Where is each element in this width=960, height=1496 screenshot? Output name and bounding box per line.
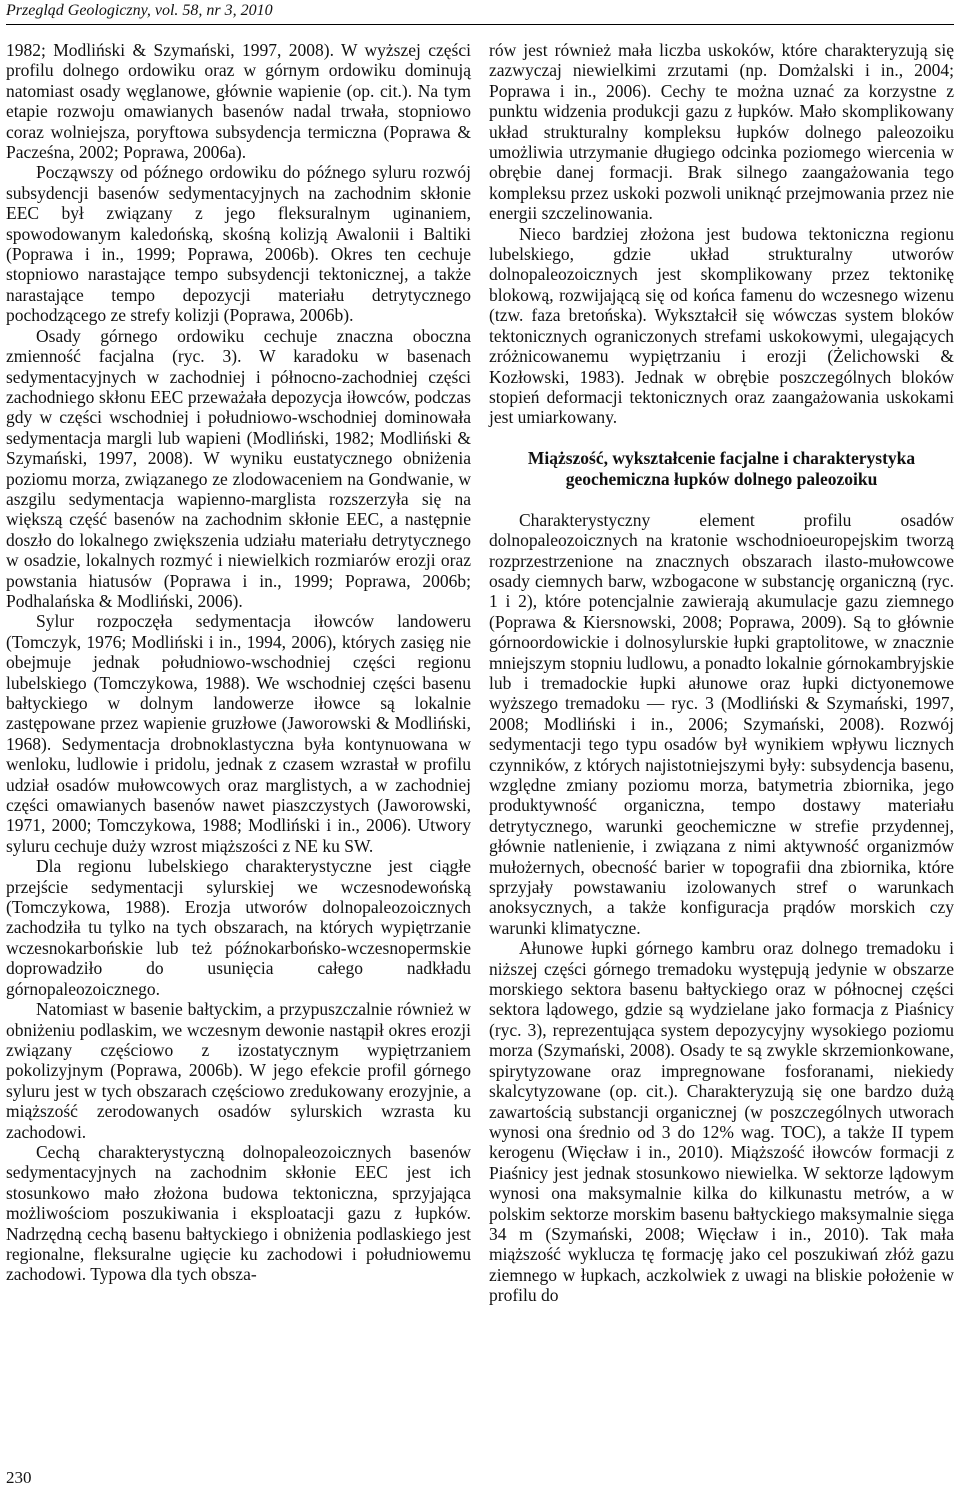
paragraph: Ałunowe łupki górnego kambru oraz dolnego tremadoku i niższej części górnego tremadoku występują jedynie w obszarze morskiego sektora basenu bałtyckiego oraz w północnej części sektora lądowego, gdzie są wydzielane jako formacja z Piaśnicy (ryc. 3), reprezentująca system depozycyjny wysokiego poziomu morza (Szymański, 2008). Osady te są zwykle skrzemionkowane, spirytyzowane oraz impregnowane fosforanami, niekiedy skalcytyzowane (op. cit.). Charakteryzują się one bardzo dużą zawartością substancji organicznej (w poszczególnych utworach wynosi ona średnio od 3 do 12% wag. TOC), a także II typem kerogenu (Więcław i in., 2010). Miąższość iłowców formacji z Piaśnicy jest jednak stosunkowo niewielka. W sektorze lądowym wynosi ona maksymalnie kilka do kilkunastu metrów, a w polskim sektorze morskim basenu bałtyckiego maksymalnie sięga 34 m (Szymański, 2008; Więcław i in., 2010). Tak mała miąższość wyklucza tę formację jako cel poszukiwań złóż gazu ziemnego w łupkach, aczkolwiek z uwagi na bliskie położenie w profilu do: [489, 938, 954, 1306]
paragraph: Cechą charakterystyczną dolnopaleozoicznych basenów sedymentacyjnych na zachodnim skłonie EEC jest ich stosunkowo mało złożona budowa tektoniczna, sprzyjająca możliwościom poszukiwania i eksploatacji gazu z łupków. Nadrzędną cechą basenu bałtyckiego i obniżenia podlaskiego jest regionalne, fleksuralne ugięcie ku zachodowi i południowemu zachodowi. Typowa dla tych obsza-: [6, 1141, 471, 1285]
paragraph: Dla regionu lubelskiego charakterystyczne jest ciągłe przejście sedymentacji sylurskiej we wczesnodewońską (Tomczykowa, 1988). Erozja utworów dolnopaleozoicznych zachodziła tu tylko na tych obszarach, na których wypiętrzanie wczesnokarbońskie lub też późnokarbońsko-wczesnopermskie doprowadziło do usunięcia całego nadkładu górnopaleozoicznego.: [6, 856, 471, 999]
paragraph: rów jest również mała liczba uskoków, które charakteryzują się zazwyczaj niewielkimi zrzutami (np. Domżalski i in., 2004; Poprawa i in., 2006). Cechy te można uznać za korzystne z punktu widzenia produkcji gazu z łupków. Mało skomplikowany układ strukturalny kompleksu łupków dolnego paleozoiku umożliwia utrzymanie długiego odcinka poziomego wiercenia w obrębie danej formacji. Brak silnego zaangażowania tego kompleksu przez uskoki pozwoli uniknąć przejmowania przez nie energii szczelinowania.: [489, 40, 954, 224]
paragraph: Począwszy od późnego ordowiku do późnego syluru rozwój subsydencji basenów sedymentacyjnych na zachodnim skłonie EEC był związany z jego fleksuralnym uginaniem, spowodowanym kaledońską, skośną kolizją Awalonii i Baltiki (Poprawa i in., 1999; Poprawa, 2006b). Okres ten cechuje stopniowo narastające tempo subsydencji tektonicznej, a także narastające tempo depozycji materiału detrytycznego pochodzącego ze strefy kolizji (Poprawa, 2006b).: [6, 162, 471, 326]
section-heading: Miąższość, wykształcenie facjalne i charakterystyka geochemiczna łupków dolnego paleozoiku: [527, 447, 916, 489]
page-number: 230: [6, 1468, 32, 1487]
paragraph: Osady górnego ordowiku cechuje znaczna oboczna zmienność facjalna (ryc. 3). W karadoku w basenach sedymentacyjnych w zachodniej i północno-zachodniej części zachodniego skłonu EEC przeważała depozycja iłowców, podczas gdy w części wschodniej i południowo-wschodniej dominowała sedymentacja margli lub wapieni (Modliński, 1982; Modliński & Szymański, 1997, 2008). W wyniku eustatycznego obniżenia poziomu morza, związanego ze zlodowaceniem na Gondwanie, w aszgilu sedymentacja wapienno-marglista rozszerzyła się na większą część basenów na zachodnim skłonie EEC, a następnie doszło do lokalnego zwiększenia udziału materiału detrytycznego w osadzie, lokalnych rozmyć i niewielkich rozmiarów erozji oraz powstania hiatusów (Poprawa i in., 1999; Poprawa, 2006b; Podhalańska & Modliński, 2006).: [6, 325, 471, 611]
paragraph: Natomiast w basenie bałtyckim, a przypuszczalnie również w obniżeniu podlaskim, we wczesnym dewonie nastąpił okres erozji związany częściowo z izostatycznym wypiętrzaniem pokolizyjnym (Poprawa, 2006b). W jego efekcie profil górnego syluru jest w tych obszarach częściowo zredukowany erozyjnie, a miąższość zerodowanych osadów sylurskich wzrasta ku zachodowi.: [6, 999, 471, 1142]
running-head: Przegląd Geologiczny, vol. 58, nr 3, 2010: [6, 2, 273, 19]
paragraph: 1982; Modliński & Szymański, 1997, 2008). W wyższej części profilu dolnego ordowiku oraz w górnym ordowiku dominują natomiast osady węglanowe, głównie wapienie (op. cit.). Na tym etapie rozwoju omawianych basenów nadal trwała, stopniowo coraz wolniejsza, poryftowa subsydencja termiczna (Poprawa & Pacześna, 2002; Poprawa, 2006a).: [6, 40, 471, 163]
paragraph: Nieco bardziej złożona jest budowa tektoniczna regionu lubelskiego, gdzie układ strukturalny utworów dolnopaleozoicznych jest skomplikowany przez tektonikę blokową, rozwijającą się od końca famenu do wczesnego wizenu (tzw. faza bretońska). Wykształcił się wówczas system bloków tektonicznych ograniczonych strefami uskokowymi, ulegających zróżnicowanemu wypiętrzaniu i erozji (Żelichowski & Kozłowski, 1983). Jednak w obrębie poszczególnych bloków stopień deformacji tektonicznych oraz zaangażowania uskokami jest umiarkowany.: [489, 223, 954, 428]
header-rule: [6, 24, 954, 25]
left-column: [6, 40, 471, 1285]
paragraph: Charakterystyczny element profilu osadów dolnopaleozoicznych na kratonie wschodnioeuropejskim tworzą rozprzestrzenione na znacznych obszarach ilasto-mułowcowe osady ciemnych barw, wzbogacone w substancję organiczną (ryc. 1 i 2), które potencjalnie zawierają akumulacje gazu ziemnego (Poprawa & Kiersnowski, 2008; Poprawa, 2009). Są to głównie górnoordowickie i dolnosylurskie łupki graptolitowe, w znacznie mniejszym stopniu ludlowu, a ponadto lokalnie górnokambryjskie lub i tremadockie łupki ałunowe oraz łupki dictyonemowe wyższego tremadoku — ryc. 3 (Modliński & Szymański, 1997, 2008; Modliński i in., 2006; Szymański, 2008). Rozwój sedymentacji tego typu osadów był wynikiem wpływu licznych czynników, z których najistotniejszymi były: subsydencja basenu, względne zmiany poziomu morza, batymetria zbiornika, jego produktywność organiczna, tempo dostawy materiału detrytycznego, warunki geochemiczne w strefie przydennej, głównie natlenienie, i związana z nimi aktywność organizmów mułożernych, obecność barier w topografii dna zbiornika, które sprzyjały powstawaniu izolowanych stref o warunkach anoksycznych, a także konfiguracja prądów morskich czy warunki klimatyczne.: [489, 509, 954, 938]
paragraph: Sylur rozpoczęła sedymentacja iłowców landoweru (Tomczyk, 1976; Modliński i in., 1994, 2006), których zasięg nie obejmuje jednak południowo-wschodniej części regionu lubelskiego (Tomczykowa, 1988). We wschodniej części basenu bałtyckiego w dolnym landowerze iłowce są lokalnie zastępowane przez wapienie gruzłowe (Jaworowski & Modliński, 1968). Sedymentacja drobnoklastyczna była kontynuowana w wenloku, ludlowie i pridolu, jednak z czasem wzrastał w profilu udział osadów mułowcowych oraz marglistych, a w zachodniej części omawianych basenów nawet piaszczystych (Jaworowski, 1971, 2000; Tomczykowa, 1988; Modliński i in., 2006). Utwory syluru cechuje duży wzrost miąższości z NE ku SW.: [6, 611, 471, 856]
right-column: [489, 40, 954, 1306]
